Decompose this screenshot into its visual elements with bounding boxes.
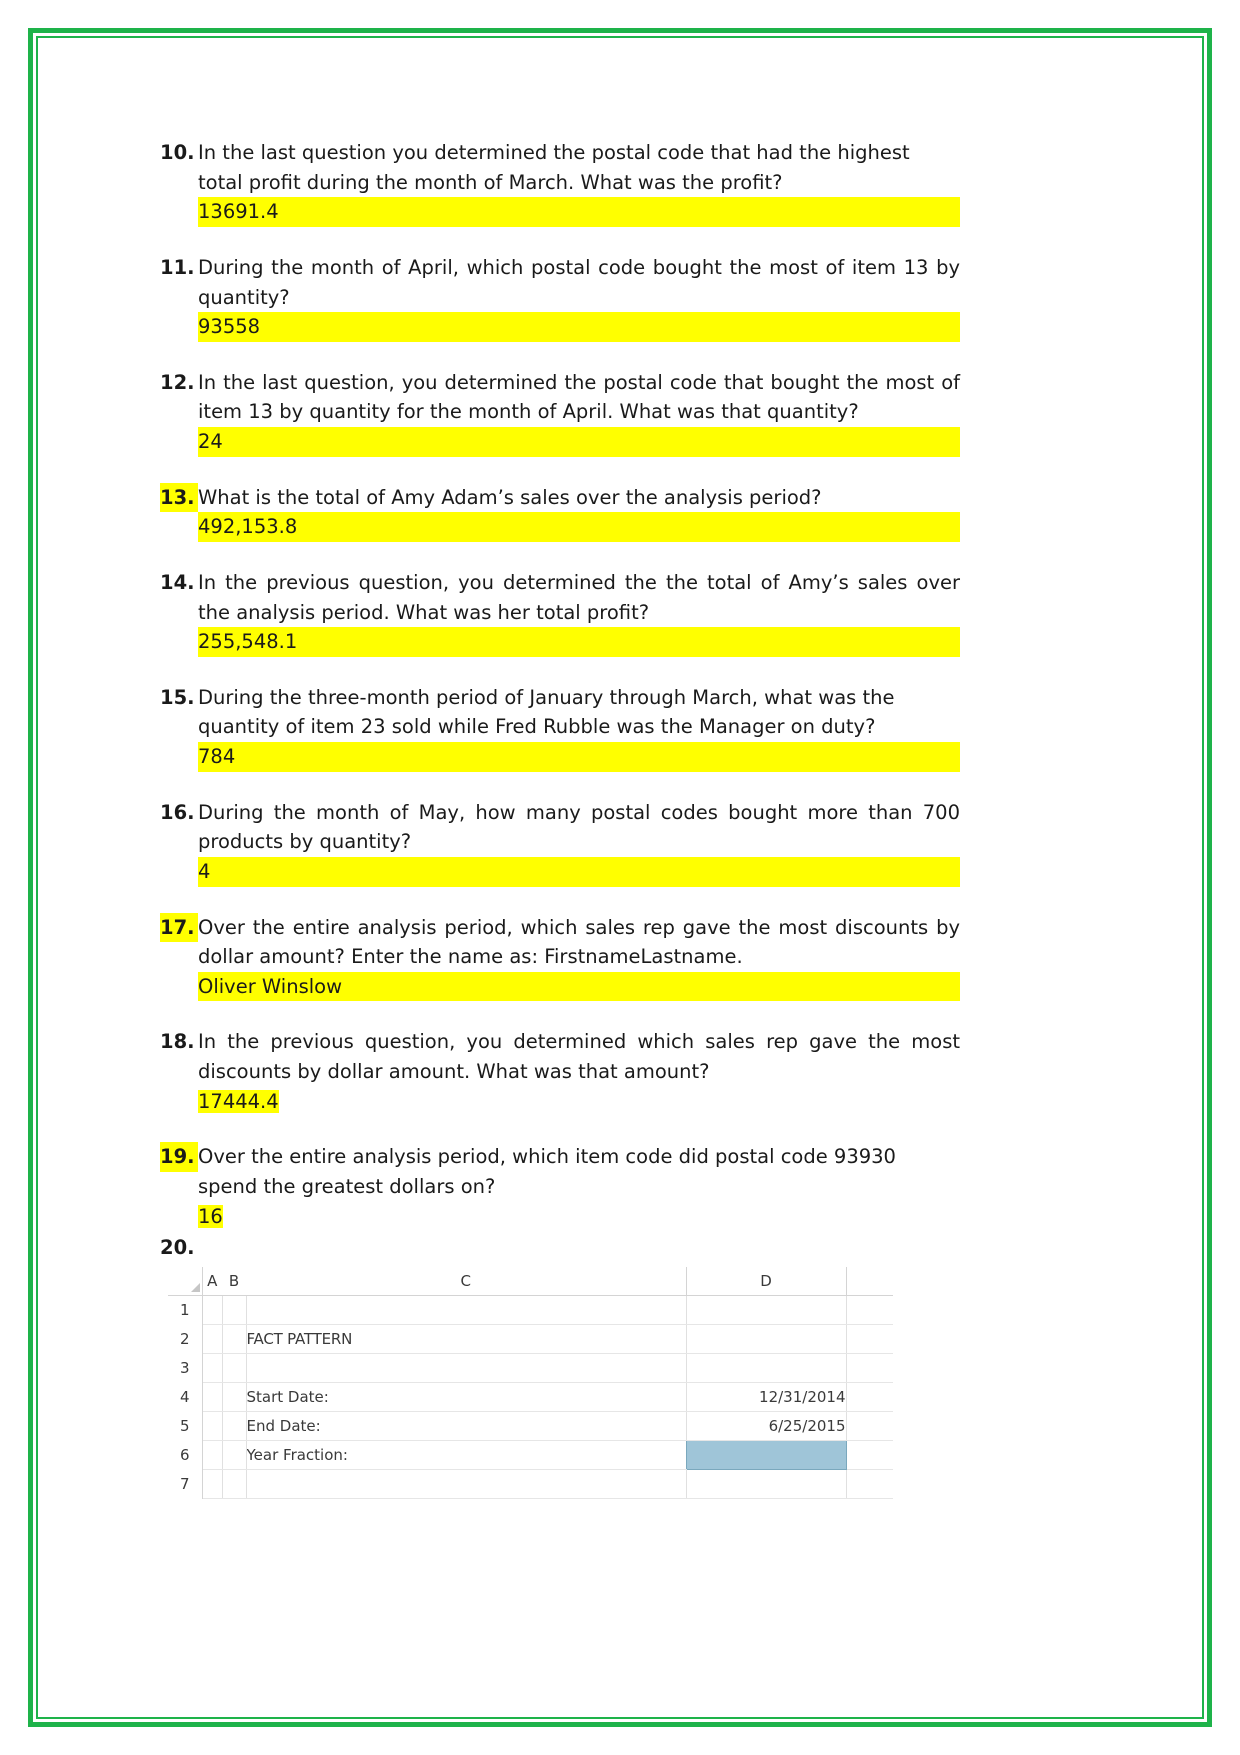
question-item bbox=[160, 798, 960, 887]
corner-triangle-icon bbox=[191, 1283, 200, 1292]
question-body bbox=[198, 253, 960, 342]
question-body bbox=[198, 138, 960, 227]
row-header-6[interactable]: 6 bbox=[168, 1440, 202, 1469]
question-answer: Oliver Winslow bbox=[198, 972, 960, 1002]
row-header-4[interactable]: 4 bbox=[168, 1382, 202, 1411]
cell-b3[interactable] bbox=[222, 1353, 246, 1382]
question-item bbox=[160, 683, 960, 772]
cell-a4[interactable] bbox=[202, 1382, 222, 1411]
table-row bbox=[168, 1324, 893, 1353]
question-item bbox=[160, 138, 960, 227]
cell-d4[interactable]: 12/31/2014 bbox=[686, 1382, 846, 1411]
question-item bbox=[160, 1142, 960, 1231]
cell-c4[interactable]: Start Date: bbox=[246, 1382, 686, 1411]
question-answer: 93558 bbox=[198, 312, 960, 342]
row-header-3[interactable]: 3 bbox=[168, 1353, 202, 1382]
cell-e5[interactable] bbox=[846, 1411, 893, 1440]
question-number: 19. bbox=[160, 1142, 198, 1172]
cell-c2[interactable]: FACT PATTERN bbox=[246, 1324, 686, 1353]
table-row bbox=[168, 1411, 893, 1440]
question-number: 17. bbox=[160, 913, 198, 943]
question-body bbox=[198, 483, 960, 542]
cell-e2[interactable] bbox=[846, 1324, 893, 1353]
question-item bbox=[160, 1027, 960, 1116]
question-number: 14. bbox=[160, 570, 195, 594]
cell-c3[interactable] bbox=[246, 1353, 686, 1382]
cell-c5[interactable]: End Date: bbox=[246, 1411, 686, 1440]
column-header-a[interactable]: A bbox=[202, 1267, 222, 1296]
cell-d3[interactable] bbox=[686, 1353, 846, 1382]
table-row bbox=[168, 1440, 893, 1469]
question-item-20 bbox=[160, 1233, 960, 1263]
question-answer: 255,548.1 bbox=[198, 627, 960, 657]
cell-d1[interactable] bbox=[686, 1295, 846, 1324]
cell-a6[interactable] bbox=[202, 1440, 222, 1469]
question-body bbox=[198, 798, 960, 887]
cell-e3[interactable] bbox=[846, 1353, 893, 1382]
cell-b4[interactable] bbox=[222, 1382, 246, 1411]
question-text: During the month of May, how many postal codes bought more than 700 products by quantity? bbox=[198, 800, 960, 854]
column-header-b[interactable]: B bbox=[222, 1267, 246, 1296]
cell-c7[interactable] bbox=[246, 1469, 686, 1498]
question-number: 12. bbox=[160, 370, 195, 394]
spreadsheet-table bbox=[168, 1267, 893, 1499]
question-item bbox=[160, 368, 960, 457]
question-number: 18. bbox=[160, 1030, 195, 1054]
question-text: Over the entire analysis period, which item code did postal code 93930 spend the greatest dollars on? bbox=[198, 1145, 896, 1198]
cell-d7[interactable] bbox=[686, 1469, 846, 1498]
table-row bbox=[168, 1469, 893, 1498]
cell-b5[interactable] bbox=[222, 1411, 246, 1440]
cell-d2[interactable] bbox=[686, 1324, 846, 1353]
question-number: 10. bbox=[160, 141, 195, 164]
question-text: In the last question, you determined the postal code that bought the most of item 13 by quantity for the month of April. What was that quantity? bbox=[198, 370, 960, 424]
question-text: During the month of April, which postal code bought the most of item 13 by quantity? bbox=[198, 255, 960, 309]
question-item bbox=[160, 913, 960, 1002]
question-item bbox=[160, 483, 960, 542]
question-number: 20. bbox=[160, 1236, 195, 1260]
question-answer: 784 bbox=[198, 742, 960, 772]
question-answer: 17444.4 bbox=[198, 1089, 279, 1113]
column-header-tail bbox=[846, 1267, 893, 1296]
cell-d6-year-fraction-input[interactable] bbox=[686, 1440, 846, 1469]
question-answer: 24 bbox=[198, 427, 960, 457]
question-answer: 13691.4 bbox=[198, 197, 960, 227]
table-row bbox=[168, 1295, 893, 1324]
column-header-c[interactable]: C bbox=[246, 1267, 686, 1296]
table-row bbox=[168, 1382, 893, 1411]
cell-b7[interactable] bbox=[222, 1469, 246, 1498]
cell-e7[interactable] bbox=[846, 1469, 893, 1498]
row-header-7[interactable]: 7 bbox=[168, 1469, 202, 1498]
cell-e1[interactable] bbox=[846, 1295, 893, 1324]
cell-b1[interactable] bbox=[222, 1295, 246, 1324]
question-body bbox=[198, 1027, 960, 1116]
row-header-5[interactable]: 5 bbox=[168, 1411, 202, 1440]
cell-a1[interactable] bbox=[202, 1295, 222, 1324]
question-body bbox=[198, 913, 960, 1002]
question-item bbox=[160, 253, 960, 342]
select-all-corner[interactable] bbox=[168, 1267, 202, 1296]
cell-c6[interactable]: Year Fraction: bbox=[246, 1440, 686, 1469]
cell-b6[interactable] bbox=[222, 1440, 246, 1469]
row-header-2[interactable]: 2 bbox=[168, 1324, 202, 1353]
question-answer: 492,153.8 bbox=[198, 512, 960, 542]
cell-e6[interactable] bbox=[846, 1440, 893, 1469]
cell-a5[interactable] bbox=[202, 1411, 222, 1440]
question-item bbox=[160, 568, 960, 657]
question-body bbox=[198, 1142, 960, 1231]
question-number: 13. bbox=[160, 483, 198, 513]
question-text: During the three-month period of January through March, what was the quantity of item 23 sold while Fred Rubble was the Manager on duty? bbox=[198, 685, 895, 739]
question-answer: 4 bbox=[198, 857, 960, 887]
spreadsheet-column-header-row bbox=[168, 1267, 893, 1296]
question-text: In the last question you determined the postal code that had the highest total profit during the month of March. What was the profit? bbox=[198, 141, 910, 194]
question-body bbox=[198, 568, 960, 657]
cell-b2[interactable] bbox=[222, 1324, 246, 1353]
spreadsheet bbox=[168, 1267, 893, 1499]
cell-a2[interactable] bbox=[202, 1324, 222, 1353]
question-body bbox=[198, 368, 960, 457]
column-header-d[interactable]: D bbox=[686, 1267, 846, 1296]
question-number: 16. bbox=[160, 800, 195, 824]
question-text: What is the total of Amy Adam’s sales over the analysis period? bbox=[198, 485, 822, 509]
question-answer: 16 bbox=[198, 1204, 223, 1228]
cell-d5[interactable]: 6/25/2015 bbox=[686, 1411, 846, 1440]
row-header-1[interactable]: 1 bbox=[168, 1295, 202, 1324]
question-number: 15. bbox=[160, 685, 195, 709]
cell-a7[interactable] bbox=[202, 1469, 222, 1498]
cell-c1[interactable] bbox=[246, 1295, 686, 1324]
question-text: Over the entire analysis period, which sales rep gave the most discounts by dollar amount? Enter the name as: FirstnameLastname. bbox=[198, 915, 960, 969]
question-number: 11. bbox=[160, 255, 195, 279]
question-text: In the previous question, you determined which sales rep gave the most discounts by dollar amount. What was that amount? bbox=[198, 1030, 960, 1083]
cell-e4[interactable] bbox=[846, 1382, 893, 1411]
cell-a3[interactable] bbox=[202, 1353, 222, 1382]
question-text: In the previous question, you determined the the total of Amy’s sales over the analysis period. What was her total profit? bbox=[198, 570, 960, 624]
table-row bbox=[168, 1353, 893, 1382]
question-list bbox=[160, 138, 960, 1499]
question-body bbox=[198, 683, 960, 772]
